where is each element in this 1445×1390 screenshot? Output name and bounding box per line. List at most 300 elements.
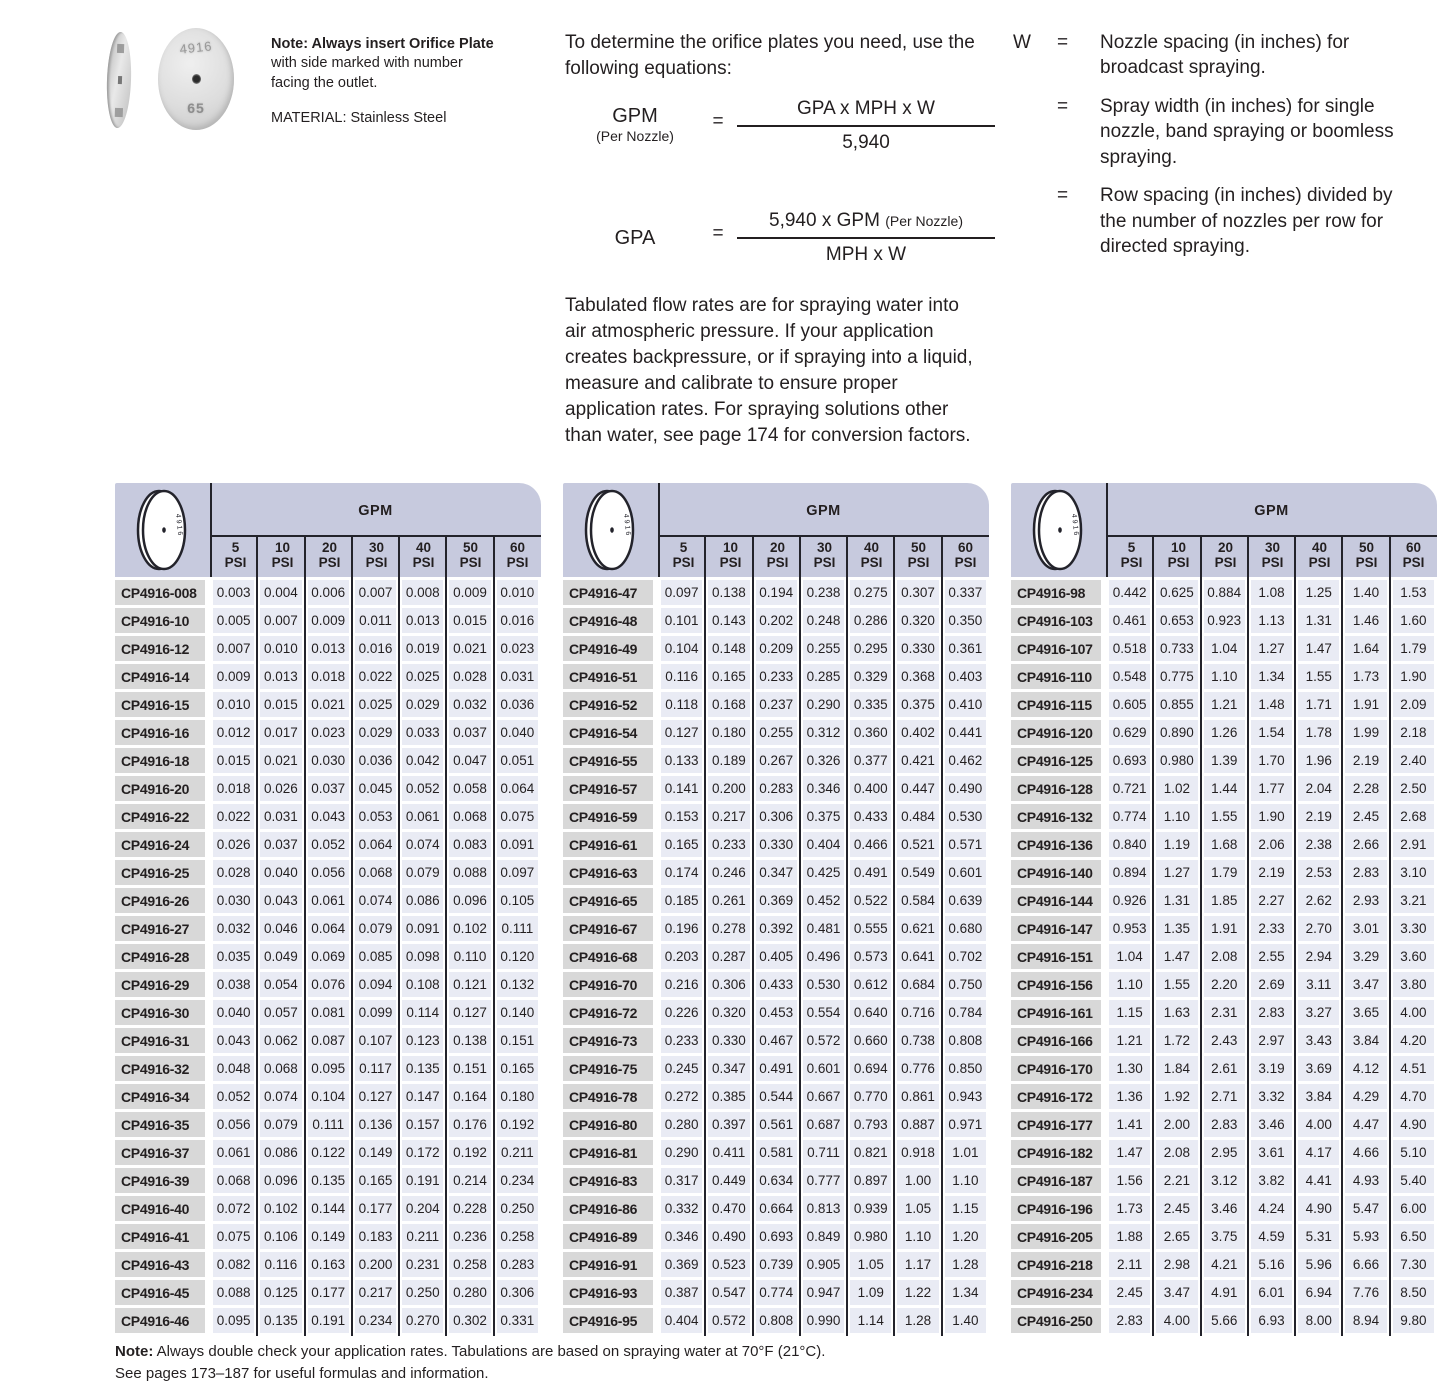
gpm-value-cell: 1.34 [1248,664,1295,689]
gpm-value-cell: 2.31 [1201,1000,1248,1025]
gpm-value-cell: 0.009 [305,608,352,633]
gpm-value-cell: 0.075 [210,1224,257,1249]
psi-column-header: 40 PSI [412,540,435,571]
gpm-value-cell: 0.821 [847,1140,894,1165]
gpm-value-cell: 0.174 [658,860,705,885]
gpm-value-cell: 0.280 [446,1280,493,1305]
plate-edge-view-image [105,32,132,129]
psi-column-header: 50 PSI [459,540,482,571]
table-row [115,1308,541,1333]
column-divider-line [752,535,754,1336]
gpm-value-cell: 0.114 [399,1000,446,1025]
gpm-value-cell: 0.290 [658,1140,705,1165]
table-row [563,1140,989,1165]
table-row [115,636,541,661]
gpm-value-cell: 0.660 [847,1028,894,1053]
gpm-value-cell: 1.10 [894,1224,941,1249]
gpm-value-cell: 1.30 [1106,1056,1153,1081]
gpm-value-cell: 0.572 [705,1308,752,1333]
gpm-value-cell: 0.496 [800,944,847,969]
gpm-value-cell: 0.079 [352,916,399,941]
gpm-value-cell: 0.286 [847,608,894,633]
gpm-value-cell: 0.101 [658,608,705,633]
gpm-value-cell: 0.350 [942,608,989,633]
gpm-value-cell: 0.634 [753,1168,800,1193]
gpm-value-cell: 5.10 [1390,1140,1437,1165]
gpm-value-cell: 5.47 [1342,1196,1389,1221]
gpm-value-cell: 4.20 [1390,1028,1437,1053]
psi-column-header: 40 PSI [860,540,883,571]
gpm-value-cell: 0.738 [894,1028,941,1053]
gpm-value-cell: 7.30 [1390,1252,1437,1277]
row-model-label: CP4916-49 [563,636,653,661]
gpm-value-cell: 0.774 [753,1280,800,1305]
gpm-value-cell: 0.484 [894,804,941,829]
gpm-value-cell: 3.32 [1248,1084,1295,1109]
gpm-value-cell: 0.046 [257,916,304,941]
gpm-value-cell: 0.088 [446,860,493,885]
gpm-value-cell: 5.96 [1295,1252,1342,1277]
gpm-value-cell: 2.04 [1295,776,1342,801]
gpm-value-cell: 0.410 [942,692,989,717]
gpm-value-cell: 0.775 [1153,664,1200,689]
row-model-label: CP4916-196 [1011,1196,1101,1221]
table-row [563,1028,989,1053]
column-divider-line [1389,535,1391,1336]
gpm-value-cell: 0.110 [446,944,493,969]
row-model-label: CP4916-65 [563,888,653,913]
gpm-value-cell: 0.025 [399,664,446,689]
gpm-value-cell: 1.05 [847,1252,894,1277]
gpm-value-cell: 0.017 [257,720,304,745]
gpm-value-cell: 0.332 [658,1196,705,1221]
gpm-value-cell: 0.470 [705,1196,752,1221]
gpm-value-cell: 0.023 [305,720,352,745]
gpm-value-cell: 1.22 [894,1280,941,1305]
gpm-value-cell: 0.062 [257,1028,304,1053]
gpm-value-cell: 0.278 [705,916,752,941]
row-model-label: CP4916-250 [1011,1308,1101,1333]
gpm-value-cell: 0.306 [494,1280,541,1305]
psi-column-header: 20 PSI [318,540,341,571]
gpm-value-cell: 0.702 [942,944,989,969]
gpm-value-cell: 0.018 [210,776,257,801]
gpm-value-cell: 1.40 [1342,580,1389,605]
gpm-value-cell: 0.200 [705,776,752,801]
gpm-value-cell: 3.46 [1248,1112,1295,1137]
table-row [563,944,989,969]
gpm-value-cell: 0.793 [847,1112,894,1137]
table-row [1011,1308,1437,1333]
psi-column-header: 50 PSI [907,540,930,571]
equals-sign: = [1057,32,1069,53]
gpm-value-cell: 0.320 [894,608,941,633]
gpa-fraction [737,210,995,266]
row-model-label: CP4916-89 [563,1224,653,1249]
gpm-value-cell: 0.074 [257,1084,304,1109]
row-model-label: CP4916-57 [563,776,653,801]
gpm-value-cell: 0.601 [942,860,989,885]
gpm-value-cell: 1.21 [1201,692,1248,717]
gpm-value-cell: 2.21 [1153,1168,1200,1193]
gpm-value-cell: 0.555 [847,916,894,941]
equals-sign: = [1057,95,1069,117]
gpm-value-cell: 0.808 [753,1308,800,1333]
gpm-value-cell: 0.346 [800,776,847,801]
gpm-value-cell: 0.030 [305,748,352,773]
gpm-value-cell: 0.057 [257,1000,304,1025]
gpm-value-cell: 0.135 [305,1168,352,1193]
table-row [115,720,541,745]
gpm-value-cell: 0.056 [210,1112,257,1137]
gpm-value-cell: 4.59 [1248,1224,1295,1249]
gpm-value-cell: 0.283 [753,776,800,801]
column-divider-line [846,535,848,1336]
gpm-value-cell: 2.06 [1248,832,1295,857]
gpm-value-cell: 0.026 [257,776,304,801]
gpm-value-cell: 0.021 [446,636,493,661]
gpm-value-cell: 0.111 [305,1112,352,1137]
gpm-label: GPM [612,105,658,127]
gpm-value-cell: 0.106 [257,1224,304,1249]
row-model-label: CP4916-125 [1011,748,1101,773]
gpm-value-cell: 2.38 [1295,832,1342,857]
table-row [563,888,989,913]
row-model-label: CP4916-187 [1011,1168,1101,1193]
gpm-value-cell: 2.50 [1390,776,1437,801]
row-model-label: CP4916-46 [115,1308,205,1333]
gpm-value-cell: 0.285 [800,664,847,689]
table-row [1011,916,1437,941]
gpm-value-cell: 0.275 [847,580,894,605]
gpm-value-cell: 0.601 [800,1056,847,1081]
gpm-value-cell: 0.522 [847,888,894,913]
gpm-value-cell: 0.010 [494,580,541,605]
column-divider-line [1247,535,1249,1336]
gpm-value-cell: 0.204 [399,1196,446,1221]
gpm-value-cell: 1.13 [1248,608,1295,633]
gpm-value-cell: 1.05 [894,1196,941,1221]
row-model-label: CP4916-67 [563,916,653,941]
gpm-column-group-header: GPM [358,503,393,519]
gpm-value-cell: 0.144 [305,1196,352,1221]
gpm-value-cell: 2.93 [1342,888,1389,913]
gpm-value-cell: 2.33 [1248,916,1295,941]
gpm-value-cell: 0.153 [658,804,705,829]
gpm-value-cell: 0.010 [210,692,257,717]
gpm-value-cell: 0.108 [399,972,446,997]
gpm-value-cell: 0.980 [1153,748,1200,773]
table-header [1011,483,1437,577]
psi-header-row [1108,540,1437,570]
table-row [115,608,541,633]
column-divider-line [941,535,943,1336]
gpm-value-cell: 1.71 [1295,692,1342,717]
gpm-value-cell: 0.467 [753,1028,800,1053]
gpm-value-cell: 0.143 [705,608,752,633]
row-model-label: CP4916-32 [115,1056,205,1081]
gpm-value-cell: 0.045 [352,776,399,801]
table-row [563,720,989,745]
gpm-value-cell: 0.104 [658,636,705,661]
gpm-value-cell: 0.667 [800,1084,847,1109]
gpm-value-cell: 0.096 [446,888,493,913]
table-row [115,776,541,801]
orifice-plate-photo [100,25,265,140]
gpm-value-cell: 1.91 [1342,692,1389,717]
table-row [1011,860,1437,885]
column-divider-line [1341,535,1343,1336]
gpm-value-cell: 0.491 [753,1056,800,1081]
gpm-value-cell: 0.433 [753,972,800,997]
row-model-label: CP4916-43 [115,1252,205,1277]
gpm-value-cell: 1.55 [1153,972,1200,997]
row-model-label: CP4916-72 [563,1000,653,1025]
row-model-label: CP4916-10 [115,608,205,633]
header-divider-line [1106,535,1437,537]
table-row [115,804,541,829]
gpm-value-cell: 0.943 [942,1084,989,1109]
gpm-value-cell: 0.083 [446,832,493,857]
row-model-label: CP4916-41 [115,1224,205,1249]
table-row [1011,1000,1437,1025]
gpm-value-cell: 0.165 [352,1168,399,1193]
gpm-value-cell: 0.217 [352,1280,399,1305]
gpm-value-cell: 0.192 [446,1140,493,1165]
gpm-value-cell: 0.052 [210,1084,257,1109]
gpm-value-cell: 0.015 [257,692,304,717]
gpm-value-cell: 0.012 [210,720,257,745]
gpm-value-cell: 6.50 [1390,1224,1437,1249]
gpm-value-cell: 0.009 [210,664,257,689]
gpm-value-cell: 2.65 [1153,1224,1200,1249]
gpm-value-cell: 0.716 [894,1000,941,1025]
gpm-value-cell: 0.029 [352,720,399,745]
gpm-value-cell: 0.530 [942,804,989,829]
header-separator-line [210,483,212,577]
gpm-value-cell: 2.69 [1248,972,1295,997]
gpm-value-cell: 1.64 [1342,636,1389,661]
row-model-label: CP4916-16 [115,720,205,745]
gpm-value-cell: 2.28 [1342,776,1389,801]
row-model-label: CP4916-40 [115,1196,205,1221]
gpm-value-cell: 0.085 [352,944,399,969]
gpm-value-cell: 0.629 [1106,720,1153,745]
row-model-label: CP4916-15 [115,692,205,717]
table-row [563,972,989,997]
gpm-value-cell: 0.029 [399,692,446,717]
gpm-value-cell: 1.20 [942,1224,989,1249]
gpm-value-cell: 0.196 [658,916,705,941]
row-model-label: CP4916-59 [563,804,653,829]
gpm-value-cell: 0.035 [210,944,257,969]
table-row [115,664,541,689]
row-model-label: CP4916-55 [563,748,653,773]
row-model-label: CP4916-52 [563,692,653,717]
psi-column-header: 20 PSI [766,540,789,571]
gpm-value-cell: 0.079 [399,860,446,885]
row-model-label: CP4916-12 [115,636,205,661]
gpm-value-cell: 0.082 [210,1252,257,1277]
row-model-label: CP4916-172 [1011,1084,1101,1109]
gpm-value-cell: 0.013 [399,608,446,633]
gpm-value-cell: 0.191 [305,1308,352,1333]
gpm-value-cell: 0.267 [753,748,800,773]
row-model-label: CP4916-73 [563,1028,653,1053]
gpm-value-cell: 0.094 [352,972,399,997]
psi-column-header: 60 PSI [506,540,529,571]
footer-note-bold: Note: [115,1343,154,1360]
gpm-value-cell: 0.098 [399,944,446,969]
gpm-value-cell: 0.421 [894,748,941,773]
gpm-value-cell: 0.581 [753,1140,800,1165]
gpm-value-cell: 1.73 [1106,1196,1153,1221]
gpa-numerator-main: 5,940 x GPM [769,210,886,231]
column-divider-line [1200,535,1202,1336]
row-model-label: CP4916-115 [1011,692,1101,717]
gpm-value-cell: 1.28 [894,1308,941,1333]
equals-sign: = [712,111,724,132]
gpm-value-cell: 0.120 [494,944,541,969]
gpm-value-cell: 1.96 [1295,748,1342,773]
column-divider-line [398,535,400,1336]
material-note: MATERIAL: Stainless Steel [271,110,447,126]
gpm-value-cell: 0.151 [494,1028,541,1053]
gpm-value-cell: 6.00 [1390,1196,1437,1221]
gpm-value-cell: 1.79 [1390,636,1437,661]
gpm-value-cell: 2.45 [1153,1196,1200,1221]
gpm-value-cell: 0.079 [257,1112,304,1137]
gpm-value-cell: 0.121 [446,972,493,997]
gpm-value-cell: 1.68 [1201,832,1248,857]
plate-face-view-image [158,28,234,130]
table-row [1011,608,1437,633]
gpm-value-cell: 5.16 [1248,1252,1295,1277]
table-row [1011,1168,1437,1193]
gpm-value-cell: 0.019 [399,636,446,661]
table-row [563,804,989,829]
gpm-value-cell: 1.47 [1295,636,1342,661]
gpm-value-cell: 1.15 [942,1196,989,1221]
gpm-value-cell: 0.228 [446,1196,493,1221]
gpm-value-cell: 0.680 [942,916,989,941]
gpm-value-cell: 0.523 [705,1252,752,1277]
gpm-value-cell: 0.149 [352,1140,399,1165]
gpm-value-cell: 1.60 [1390,608,1437,633]
psi-column-header: 30 PSI [813,540,836,571]
gpm-value-cell: 0.031 [494,664,541,689]
gpm-value-cell: 2.00 [1153,1112,1200,1137]
gpm-value-cell: 1.90 [1248,804,1295,829]
table-row [563,608,989,633]
gpm-value-cell: 0.117 [352,1056,399,1081]
table-body [563,580,989,1336]
gpm-value-cell: 0.015 [446,608,493,633]
gpm-value-cell: 0.554 [800,1000,847,1025]
gpm-value-cell: 0.217 [705,804,752,829]
gpm-value-cell: 0.326 [800,748,847,773]
gpm-value-cell: 1.25 [1295,580,1342,605]
table-row [563,1224,989,1249]
gpm-value-cell: 3.11 [1295,972,1342,997]
gpm-value-cell: 1.04 [1201,636,1248,661]
psi-column-header: 40 PSI [1308,540,1331,571]
gpm-value-cell: 0.544 [753,1084,800,1109]
gpm-value-cell: 0.028 [210,860,257,885]
gpm-value-cell: 0.490 [705,1224,752,1249]
table-header [115,483,541,577]
gpa-numerator [737,210,995,239]
gpm-value-cell: 0.102 [257,1196,304,1221]
gpm-value-cell: 0.397 [705,1112,752,1137]
gpm-value-cell: 2.43 [1201,1028,1248,1053]
gpm-value-cell: 0.361 [942,636,989,661]
gpm-value-cell: 0.180 [705,720,752,745]
gpm-value-cell: 0.021 [305,692,352,717]
gpm-value-cell: 0.021 [257,748,304,773]
gpm-value-cell: 1.21 [1106,1028,1153,1053]
gpm-value-cell: 6.94 [1295,1280,1342,1305]
gpm-value-cell: 0.612 [847,972,894,997]
gpm-value-cell: 0.163 [305,1252,352,1277]
gpm-value-cell: 0.621 [894,916,941,941]
table-row [563,1308,989,1333]
gpm-value-cell: 1.92 [1153,1084,1200,1109]
gpm-value-cell: 0.561 [753,1112,800,1137]
row-model-label: CP4916-218 [1011,1252,1101,1277]
gpm-value-cell: 0.107 [352,1028,399,1053]
column-divider-line [351,535,353,1336]
gpm-value-cell: 2.83 [1342,860,1389,885]
gpm-value-cell: 0.368 [894,664,941,689]
gpm-value-cell: 0.926 [1106,888,1153,913]
gpm-value-cell: 4.24 [1248,1196,1295,1221]
gpm-value-cell: 0.347 [753,860,800,885]
gpm-value-cell: 0.953 [1106,916,1153,941]
gpm-value-cell: 0.923 [1201,608,1248,633]
gpm-value-cell: 0.306 [705,972,752,997]
gpm-value-cell: 0.330 [753,832,800,857]
gpm-value-cell: 2.95 [1201,1140,1248,1165]
gpm-value-cell: 2.08 [1201,944,1248,969]
gpm-value-cell: 2.19 [1342,748,1389,773]
gpm-value-cell: 0.172 [399,1140,446,1165]
gpm-value-cell: 0.081 [305,1000,352,1025]
gpm-value-cell: 1.85 [1201,888,1248,913]
gpm-value-cell: 4.93 [1342,1168,1389,1193]
gpm-value-cell: 3.12 [1201,1168,1248,1193]
gpm-value-cell: 1.01 [942,1140,989,1165]
gpa-label: GPA [614,227,656,249]
psi-column-header: 5 PSI [672,540,695,571]
row-model-label: CP4916-98 [1011,580,1101,605]
gpm-value-cell: 0.043 [257,888,304,913]
gpm-value-cell: 0.404 [800,832,847,857]
gpm-value-cell: 1.73 [1342,664,1389,689]
psi-column-header: 10 PSI [1167,540,1190,571]
psi-column-header: 10 PSI [719,540,742,571]
gpm-value-cell: 0.387 [658,1280,705,1305]
gpm-value-cell: 1.10 [1106,972,1153,997]
gpm-value-cell: 1.02 [1153,776,1200,801]
row-model-label: CP4916-29 [115,972,205,997]
table-row [1011,944,1437,969]
gpm-value-cell: 1.00 [894,1168,941,1193]
gpm-value-cell: 0.133 [658,748,705,773]
row-model-label: CP4916-147 [1011,916,1101,941]
table-row [563,1112,989,1137]
table-row [115,944,541,969]
